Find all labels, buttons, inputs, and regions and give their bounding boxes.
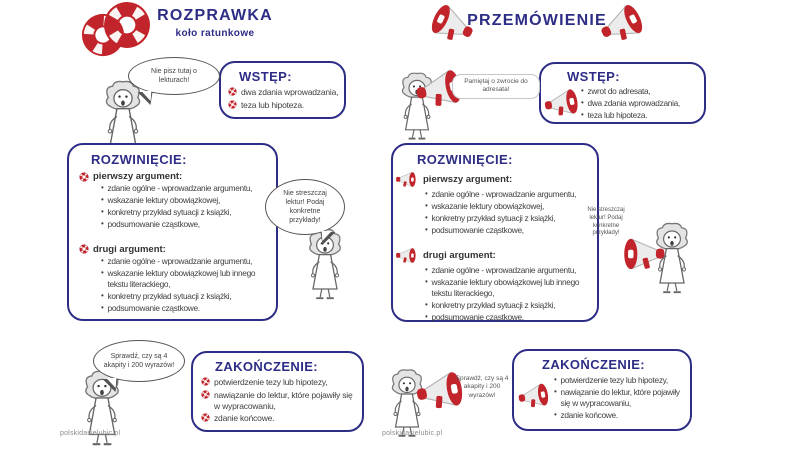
list-item: • zdanie końcowe. [554,410,685,421]
speech-bubble [265,179,345,235]
list-item [228,87,344,98]
left-zakonczenie-box [191,351,364,432]
list-item: • zdanie ogólne - wprowadzanie argumentu, [425,189,591,200]
right-rozwiniecie-title: ROZWINIĘCIE: [417,152,513,167]
left-column-title: ROZPRAWKA [157,7,273,24]
list-item: • wskazanie lektury obowiązkowej lub innego tekstu literackiego, [425,277,591,299]
right-wstep-box [539,62,706,124]
megaphone-bullet-icon [395,247,419,264]
list-item: • konkretny przykład sytuacji z książki, [101,207,268,218]
list-item: zdanie końcowe. [201,413,356,424]
lifebuoy-bullet-icon [79,244,89,254]
speech-bubble-text: Nie pisz tutaj o lekturach! [151,67,197,84]
lifebuoy-bullet-icon [79,172,89,182]
list-item: • konkretny przykład sytuacji z książki, [425,300,591,311]
argument-label: pierwszy argument: [79,171,268,182]
right-column-title: PRZEMÓWIENIE [467,12,607,29]
lifebuoy-bullet-icon [228,100,237,109]
left-zakonczenie-title: ZAKOŃCZENIE: [215,359,319,374]
right-zakonczenie-box [512,349,692,431]
list-item: • dwa zdania wprowadzania, [581,98,704,109]
list-item: • podsumowanie cząstkowe, [101,219,268,230]
list-item-text: dwa zdania wprowadzania, [241,87,339,97]
list-item: • podsumowanie cząstkowe. [101,303,268,314]
right-wstep-title: WSTĘP: [567,69,620,84]
site-credit: polskidasielubic.pl [60,430,121,437]
speech-bubble [93,340,185,382]
left-wstep-box [219,61,346,119]
speech-bubble-text: Nie streszczaj lektur! Podaj konkretne przykłady! [283,189,327,225]
lifebuoy-bullet-icon [201,413,210,422]
megaphone-bullet-icon [541,86,585,121]
list-item: • wskazanie lektury obowiązkowej, [101,195,268,206]
list-item: • nawiązanie do lektur, które pojawiły się w wypracowaniu, [554,387,685,409]
list-item: • podsumowanie cząstkowe, [425,225,591,236]
list-item: • konkretny przykład sytuacji z książki, [425,213,591,224]
megaphone-bullet-icon [395,171,419,188]
megaphone-bullet-icon [515,380,555,412]
speech-note: Pamiętaj o zwrocie do adresata! [452,74,540,99]
list-item: • wskazanie lektury obowiązkowej, [425,201,591,212]
lifebuoy-bullet-icon [228,87,237,96]
right-zakonczenie-title: ZAKOŃCZENIE: [542,357,646,372]
list-item: • konkretny przykład sytuacji z książki, [101,291,268,302]
speech-bubble [128,57,220,95]
list-item: • zdanie ogólne - wprowadzanie argumentu, [101,183,268,194]
list-item: • zdanie ogólne - wprowadzanie argumentu, [101,256,268,267]
lifebuoy-bullet-icon [201,377,210,386]
speech-bubble-text: Sprawdź, czy są 4 akapity i 200 wyrazów! [103,352,175,369]
list-item: nawiązanie do lektur, które pojawiły się w wypracowaniu, [201,390,356,412]
lifebuoy-bullet-icon [201,390,210,399]
argument-label: drugi argument: [401,247,591,264]
left-rozwiniecie-title: ROZWINIĘCIE: [91,152,187,167]
list-item: • teza lub hipoteza. [581,110,704,121]
list-item-text: teza lub hipoteza. [241,99,305,110]
left-wstep-title: WSTĘP: [239,69,292,84]
list-item: • podsumowanie cząstkowe. [425,312,591,323]
list-item: • wskazanie lektury obowiązkowej lub innego tekstu literackiego, [101,268,268,290]
left-rozwiniecie-box [67,143,278,321]
site-credit: polskidasielubic.pl [382,430,443,437]
argument-label: drugi argument: [79,244,268,255]
list-item [228,100,344,111]
list-item: • zdanie ogólne - wprowadzanie argumentu, [425,265,591,276]
right-rozwiniecie-box [391,143,599,322]
speech-note: Sprawdź, czy są 4 akapity i 200 wyrazów! [455,375,509,399]
list-item: • zwrot do adresata, [581,86,704,97]
argument-label: pierwszy argument: [401,171,591,188]
girl-doodle [648,222,696,296]
list-item: potwierdzenie tezy lub hipotezy, [201,377,356,388]
speech-note: Nie streszczaj lektur! Podaj konkretne przykłady! [587,207,625,237]
megaphone-icon [593,0,654,51]
list-item: • potwierdzenie tezy lub hipotezy, [554,375,685,386]
left-column-subtitle: koło ratunkowe [175,28,255,39]
